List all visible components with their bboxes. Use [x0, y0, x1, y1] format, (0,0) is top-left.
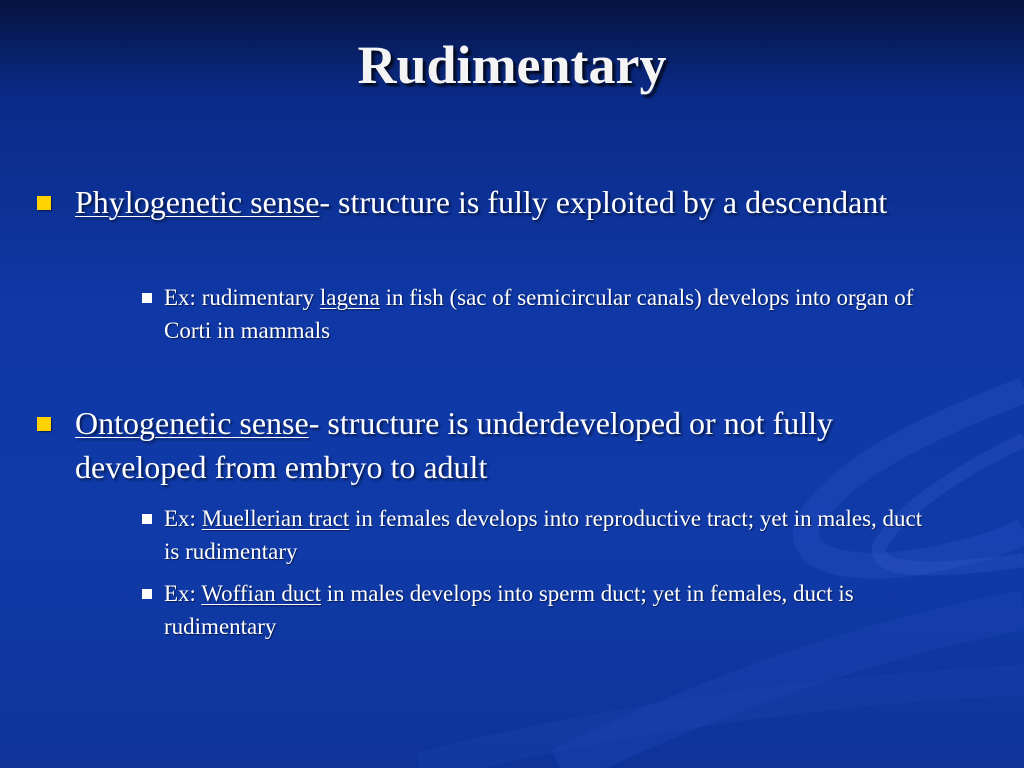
square-bullet-icon: [142, 514, 152, 524]
example-text: in males develops into sperm duct; yet in females, duct is rudimentary: [164, 581, 854, 639]
slide-title: Rudimentary: [357, 35, 667, 95]
term-ontogenetic-sense: Ontogenetic sense: [75, 405, 309, 441]
sub-bullet-lagena-example: [164, 281, 924, 347]
square-bullet-icon: [142, 589, 152, 599]
term-phylogenetic-sense: Phylogenetic sense: [75, 184, 320, 220]
example-prefix: Ex: rudimentary: [164, 285, 320, 310]
bullet-phylogenetic-sense: [75, 180, 945, 224]
example-text: in fish (sac of semicircular canals) develops into organ of Corti in mammals: [164, 285, 914, 343]
term-woffian-duct: Woffian duct: [201, 581, 321, 606]
bullet-text: - structure is underdeveloped or not fully developed from embryo to adult: [75, 405, 833, 485]
example-prefix: Ex:: [164, 506, 202, 531]
term-lagena: lagena: [319, 285, 380, 310]
bullet-text: - structure is fully exploited by a descendant: [319, 184, 888, 220]
sub-bullet-muellerian-example: [164, 502, 924, 568]
square-bullet-icon: [37, 196, 51, 210]
example-prefix: Ex:: [164, 581, 202, 606]
square-bullet-icon: [37, 417, 51, 431]
term-muellerian-tract: Muellerian tract: [201, 506, 350, 531]
sub-bullet-woffian-example: [164, 577, 924, 643]
example-text: in females develops into reproductive tract; yet in males, duct is rudimentary: [164, 506, 923, 564]
bullet-ontogenetic-sense: [75, 401, 945, 489]
square-bullet-icon: [142, 293, 152, 303]
